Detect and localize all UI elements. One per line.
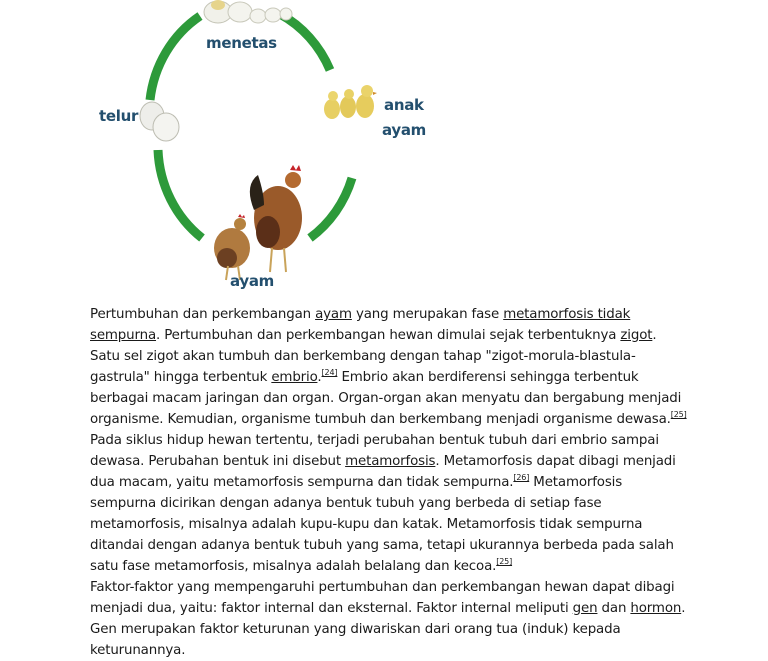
text: dan — [597, 601, 631, 616]
text: Pada siklus hidup hewan tertentu, terjadi perubahan bentuk tubuh dari embrio sampai dewasa. Perubahan bentuk ini disebut — [90, 433, 659, 469]
text: . Satu sel zigot akan tumbuh dan berkembang dengan tahap "zigot-morula-blastula-gastrula" hingga terbentuk — [90, 328, 657, 385]
paragraph-1 — [90, 304, 690, 430]
article-body — [90, 304, 690, 661]
link-hormon[interactable]: hormon — [630, 601, 682, 616]
label-telur: telur — [99, 107, 139, 125]
label-ayam: ayam — [230, 272, 274, 290]
text: . Gen merupakan faktor keturunan yang diwariskan dari orang tua (induk) kepada keturunannya. — [90, 601, 686, 658]
life-cycle-figure — [90, 0, 435, 292]
cycle-arrow-top-right — [280, 14, 330, 70]
text: . Metamorfosis dapat dibagi menjadi dua macam, yaitu metamorfosis sempurna dan tidak sempurna. — [90, 454, 676, 490]
citation-25-b[interactable]: [25] — [496, 557, 513, 566]
paragraph-3 — [90, 577, 690, 661]
paragraph-2 — [90, 430, 690, 577]
link-metamorfosis-tidak-sempurna[interactable]: metamorfosis tidak sempurna — [90, 307, 631, 343]
link-ayam[interactable]: ayam — [315, 307, 352, 322]
chicks-illustration — [324, 85, 377, 119]
text: Embrio akan berdiferensi sehingga terbentuk berbagai macam jaringan dan organ. Organ-organ akan menyatu dan bergabung menjadi organisme. Kemudian, organisme tumbuh dan berkembang menjadi organisme dewasa. — [90, 370, 682, 427]
text: yang merupakan fase — [351, 307, 504, 322]
text: Faktor-faktor yang mempengaruhi pertumbuhan dan perkembangan hewan dapat dibagi menjadi dua, yaitu: faktor internal dan eksternal. Faktor internal meliputi — [90, 580, 675, 616]
hatching-eggs-illustration — [204, 0, 292, 23]
cycle-arrow-bottom-left — [158, 150, 202, 238]
text: Metamorfosis sempurna dicirikan dengan adanya bentuk tubuh yang berbeda di setiap fase metamorfosis, misalnya adalah kupu-kupu dan katak. Metamorfosis tidak sempurna ditandai dengan adanya bentuk tubuh yang sama, tetapi ukurannya berbeda pada salah satu fase metamorfosis, misalnya adalah belalang dan kecoa. — [90, 475, 674, 574]
link-metamorfosis[interactable]: metamorfosis — [345, 454, 436, 469]
citation-24[interactable]: [24] — [321, 368, 338, 377]
chickens-illustration — [214, 165, 302, 280]
cycle-arrow-bottom-right — [310, 178, 352, 238]
text: Pertumbuhan dan perkembangan — [90, 307, 316, 322]
cycle-arrow-top-left — [150, 16, 200, 100]
eggs-illustration — [140, 102, 179, 141]
link-gen[interactable]: gen — [572, 601, 598, 616]
text: . Pertumbuhan dan perkembangan hewan dimulai sejak terbentuknya — [156, 328, 621, 343]
label-ayam-small: ayam — [382, 121, 426, 139]
label-menetas: menetas — [206, 34, 277, 52]
text: . — [317, 370, 322, 385]
citation-26[interactable]: [26] — [513, 473, 530, 482]
citation-25[interactable]: [25] — [670, 410, 687, 419]
label-anak: anak — [384, 96, 424, 114]
link-zigot[interactable]: zigot — [620, 328, 653, 343]
link-embrio[interactable]: embrio — [271, 370, 318, 385]
